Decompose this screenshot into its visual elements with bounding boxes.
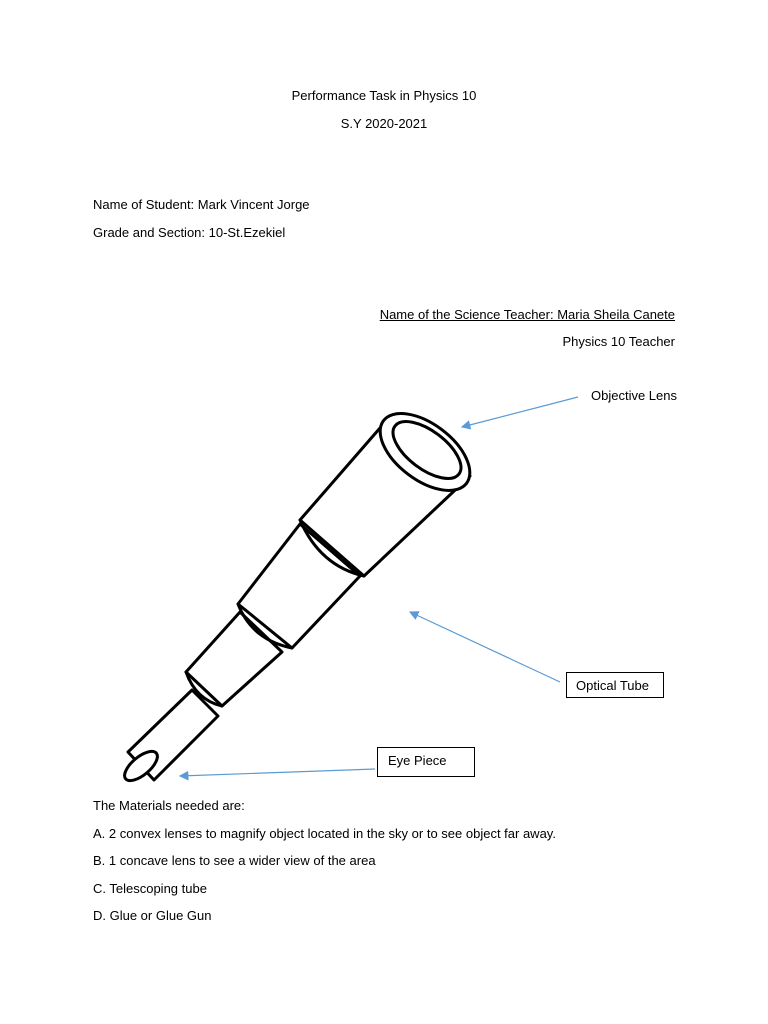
label-box-eye-piece [377, 747, 475, 777]
telescope-illustration [120, 398, 483, 785]
grade-section: Grade and Section: 10-St.Ezekiel [93, 225, 286, 240]
label-objective-lens: Objective Lens [591, 388, 677, 403]
school-year: S.Y 2020-2021 [340, 116, 428, 131]
arrow-optical-tube [410, 612, 560, 682]
label-eye-piece: Eye Piece [388, 753, 447, 768]
teacher-name: Name of the Science Teacher: Maria Sheila Canete [379, 307, 675, 322]
materials-item-a: A. 2 convex lenses to magnify object located in the sky or to see object far away. [93, 826, 556, 841]
document-title: Performance Task in Physics 10 [291, 88, 477, 103]
label-optical-tube: Optical Tube [576, 678, 649, 693]
materials-item-c: C. Telescoping tube [93, 881, 207, 896]
teacher-role: Physics 10 Teacher [562, 334, 675, 349]
materials-item-d: D. Glue or Glue Gun [93, 908, 212, 923]
arrow-objective-lens [462, 397, 578, 427]
materials-item-b: B. 1 concave lens to see a wider view of the area [93, 853, 376, 868]
student-name: Name of Student: Mark Vincent Jorge [93, 197, 310, 212]
eyepiece-tube [120, 690, 218, 786]
label-box-optical-tube [566, 672, 664, 698]
arrow-eye-piece [180, 769, 375, 776]
materials-heading: The Materials needed are: [93, 798, 245, 813]
